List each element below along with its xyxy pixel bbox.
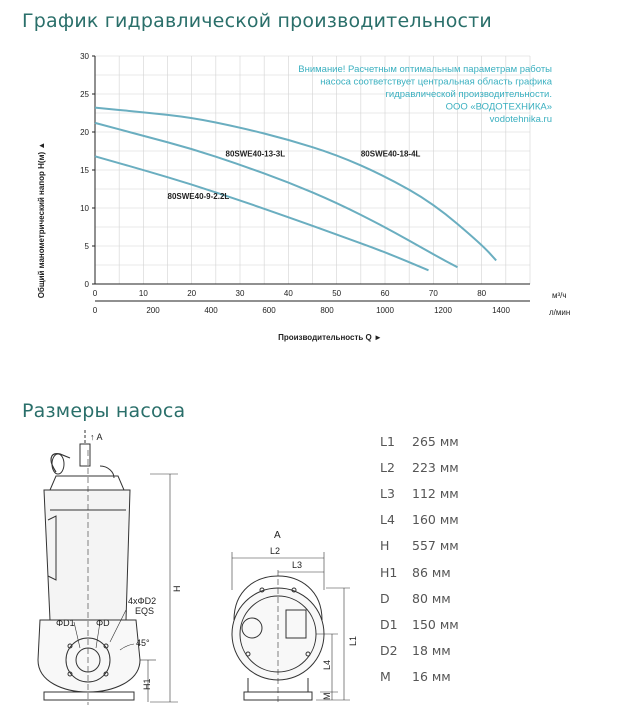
y-tick-label: 20 (80, 128, 89, 137)
spec-value: 223 мм (412, 459, 459, 475)
spec-value: 112 мм (412, 485, 459, 501)
x-tick-label-top: 0 (92, 289, 98, 298)
spec-key: L3 (380, 485, 395, 501)
d-label: ΦD (96, 618, 110, 628)
annotation-line: Внимание! Расчетным оптимальным параметрам работы (298, 64, 552, 75)
dimensions-section-title: Размеры насоса (22, 400, 186, 422)
spec-row (380, 585, 459, 611)
spec-value: 16 мм (412, 669, 451, 685)
x-tick-label-top: 60 (380, 289, 390, 298)
spec-key: L2 (380, 459, 395, 475)
annotation-line: vodotehnika.ru (489, 114, 552, 125)
annotation-line: насоса соответствует центральная область графика (320, 76, 552, 88)
x-tick-label-top: 10 (138, 289, 148, 298)
h1-label: H1 (142, 678, 152, 690)
view-a-label: A (274, 530, 281, 541)
l3-label: L3 (292, 560, 303, 570)
annotation-line: гидравлической производительности. (385, 89, 552, 100)
spec-key: M (380, 669, 391, 685)
spec-row (380, 428, 459, 454)
angle-label: 45° (136, 638, 150, 648)
x-tick-label-top: 80 (477, 289, 487, 298)
spec-row (380, 611, 459, 637)
x-tick-label-bottom: 1400 (492, 306, 510, 315)
arrow-a-label: ↑ A (90, 432, 103, 442)
performance-chart (0, 40, 638, 360)
h-label: H (172, 585, 182, 592)
spec-value: 557 мм (412, 538, 459, 554)
chart-section-title: График гидравлической производительности (22, 10, 492, 32)
y-tick-label: 0 (84, 280, 89, 289)
series-label: 80SWE40-13-3L (225, 149, 286, 159)
spec-key: D (380, 590, 390, 606)
spec-key: L4 (380, 512, 395, 528)
x-tick-label-bottom: 600 (262, 306, 276, 315)
spec-value: 160 мм (412, 512, 459, 528)
x-tick-label-top: 50 (332, 289, 342, 298)
spec-value: 86 мм (412, 564, 451, 580)
m-label: M (322, 692, 332, 700)
spec-row (380, 664, 459, 690)
x-tick-label-bottom: 0 (92, 306, 98, 315)
x-tick-label-bottom: 1200 (434, 306, 452, 315)
x-tick-label-bottom: 800 (320, 306, 334, 315)
spec-row (380, 533, 459, 559)
spec-value: 150 мм (412, 616, 459, 632)
spec-key: D1 (380, 616, 398, 632)
spec-value: 18 мм (412, 643, 451, 659)
x-axis-label: Производительность Q ► (278, 333, 382, 342)
spec-row (380, 507, 459, 533)
series-line (95, 108, 496, 261)
pump-drawings (0, 420, 370, 712)
l2-label: L2 (270, 546, 281, 556)
x-tick-label-top: 30 (235, 289, 245, 298)
x-tick-label-top: 70 (428, 289, 438, 298)
spec-key: D2 (380, 643, 398, 659)
spec-key: H (380, 538, 390, 554)
spec-value: 265 мм (412, 433, 459, 449)
y-tick-label: 25 (80, 90, 89, 99)
annotation-line: ООО «ВОДОТЕХНИКА» (445, 101, 552, 113)
x-tick-label-bottom: 1000 (376, 306, 394, 315)
specs-list (380, 428, 459, 690)
x-tick-label-bottom: 200 (146, 306, 160, 315)
spec-row (380, 454, 459, 480)
eqs-label: EQS (135, 606, 155, 616)
spec-row (380, 559, 459, 585)
d2-label: 4xΦD2 (128, 596, 157, 606)
spec-row (380, 638, 459, 664)
y-tick-label: 15 (80, 166, 89, 175)
l1-label: L1 (348, 635, 358, 646)
series-label: 80SWE40-18-4L (360, 149, 421, 159)
l4-label: L4 (322, 659, 332, 670)
d1-label: ΦD1 (56, 618, 75, 628)
spec-row (380, 480, 459, 506)
x-unit-top: м³/ч (552, 291, 567, 300)
x-tick-label-bottom: 400 (204, 306, 218, 315)
series-label: 80SWE40-9-2.2L (167, 191, 230, 201)
spec-key: H1 (380, 564, 398, 580)
x-tick-label-top: 40 (283, 289, 293, 298)
spec-value: 80 мм (412, 590, 451, 606)
y-axis-label: Общий манометрический напор H(м) ▲ (37, 141, 46, 299)
series-line (95, 123, 458, 267)
y-tick-label: 10 (80, 204, 89, 213)
y-tick-label: 5 (84, 242, 89, 251)
x-unit-bottom: л/мин (549, 308, 571, 317)
x-tick-label-top: 20 (187, 289, 197, 298)
pump-top-view (232, 552, 350, 704)
spec-key: L1 (380, 433, 395, 449)
y-tick-label: 30 (80, 52, 89, 61)
pump-side-view (38, 430, 178, 705)
